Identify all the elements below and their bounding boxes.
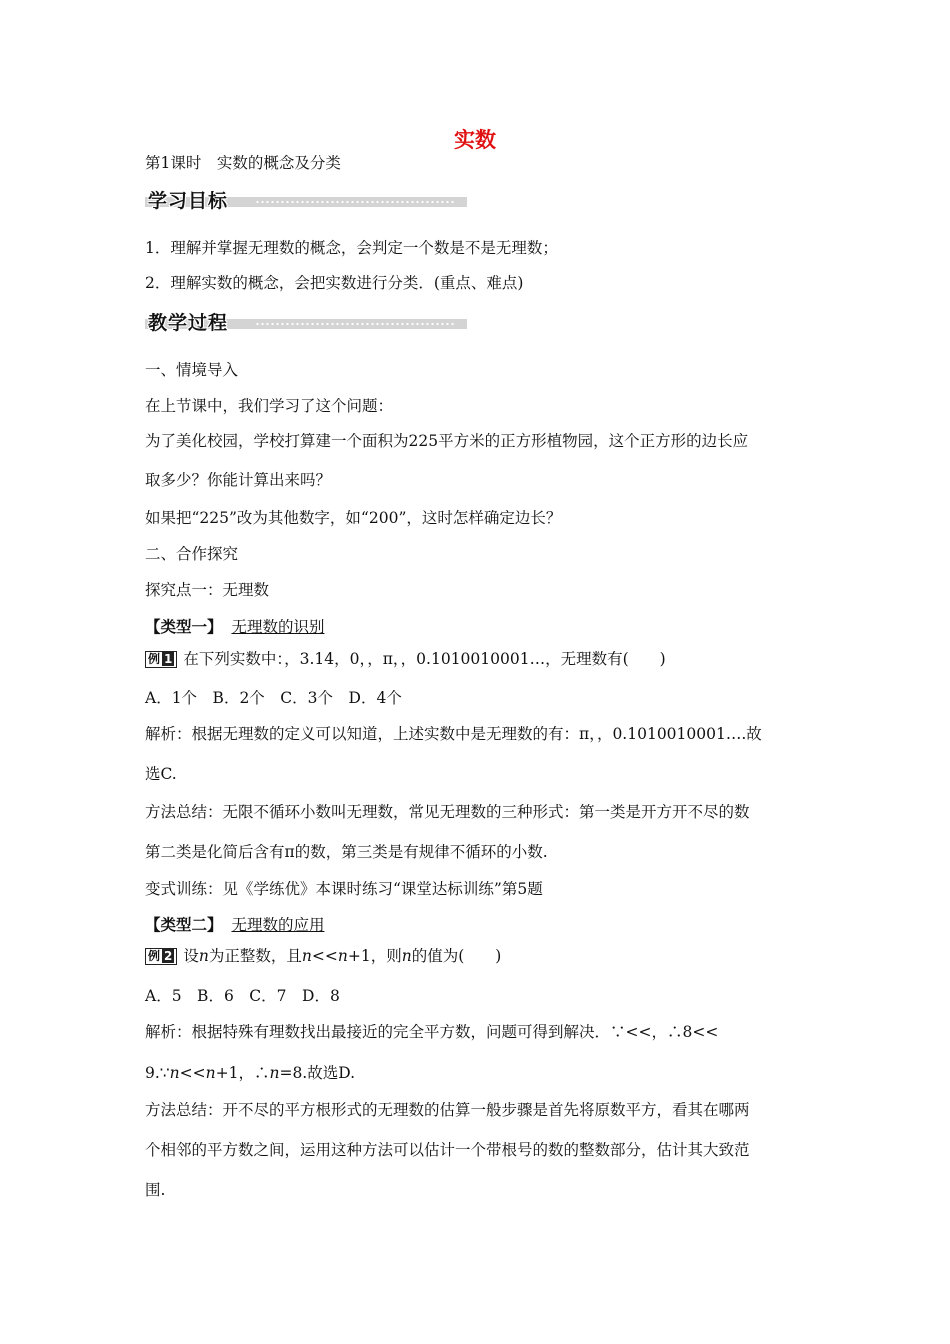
example-2-method-a: 方法总结：开不尽的平方根形式的无理数的估算一般步骤是首先将原数平方，看其在哪两 <box>145 1101 750 1119</box>
type-2-heading <box>145 915 324 935</box>
example-1-method-a: 方法总结：无限不循环小数叫无理数，常见无理数的三种形式：第一类是开方开不尽的数 <box>145 803 750 821</box>
explore-heading: 二、合作探究 <box>145 545 239 563</box>
example-1-analysis-a: 解析：根据无理数的定义可以知道，上述实数中是无理数的有：π，，0.1010010001….故 <box>145 725 762 743</box>
section-bar-dots <box>255 322 455 326</box>
example-2-analysis-b: 9.∵n<<n+1，∴n=8.故选D. <box>145 1064 356 1082</box>
example-1-options: A．1个 B．2个 C．3个 D．4个 <box>145 689 402 707</box>
section-process <box>145 308 467 332</box>
type-2-tag: 【类型二】 <box>145 915 223 934</box>
intro-paragraph-1: 在上节课中，我们学习了这个问题： <box>145 397 394 415</box>
type-1-name: 无理数的识别 <box>231 618 325 636</box>
example-1-analysis-b: 选C. <box>145 765 177 783</box>
section-bar-dots <box>255 200 455 204</box>
objective-item-2: 2．理解实数的概念，会把实数进行分类．(重点、难点) <box>145 274 524 292</box>
lesson-subtitle: 第1课时 实数的概念及分类 <box>145 154 341 172</box>
example-2-question: 例 2 设n为正整数，且n<<n+1，则n的值为( ) <box>145 946 501 966</box>
example-2-analysis-a: 解析：根据特殊有理数找出最接近的完全平方数，问题可得到解决．∵<<，∴8<< <box>145 1023 719 1041</box>
intro-paragraph-2b: 取多少？你能计算出来吗？ <box>145 471 332 489</box>
section-objectives <box>145 186 467 210</box>
example-2-options: A．5 B．6 C．7 D．8 <box>145 987 340 1005</box>
example-1-question: 例 1 在下列实数中：，3.14，0，，π，，0.1010010001…，无理数有( ) <box>145 649 666 669</box>
section-process-label: 教学过程 <box>148 312 229 334</box>
document-title: 实数 <box>454 128 496 152</box>
example-2-method-c: 围. <box>145 1181 166 1199</box>
intro-paragraph-2a: 为了美化校园，学校打算建一个面积为225平方米的正方形植物园，这个正方形的边长应 <box>145 432 749 450</box>
example-1-variant: 变式训练：见《学练优》本课时练习“课堂达标训练”第5题 <box>145 880 543 898</box>
example-badge: 例 1 <box>145 651 177 668</box>
section-objectives-label: 学习目标 <box>148 190 229 212</box>
example-2-method-b: 个相邻的平方数之间，运用这种方法可以估计一个带根号的数的整数部分，估计其大致范 <box>145 1141 750 1159</box>
type-2-name: 无理数的应用 <box>231 916 325 934</box>
intro-heading: 一、情境导入 <box>145 361 239 379</box>
example-badge: 例 2 <box>145 948 177 965</box>
explore-point-1: 探究点一：无理数 <box>145 581 270 599</box>
objective-item-1: 1．理解并掌握无理数的概念，会判定一个数是不是无理数； <box>145 239 558 257</box>
type-1-tag: 【类型一】 <box>145 617 223 636</box>
intro-paragraph-3: 如果把“225”改为其他数字，如“200”，这时怎样确定边长？ <box>145 509 562 527</box>
type-1-heading <box>145 617 324 637</box>
example-1-method-b: 第二类是化简后含有π的数，第三类是有规律不循环的小数. <box>145 843 548 861</box>
